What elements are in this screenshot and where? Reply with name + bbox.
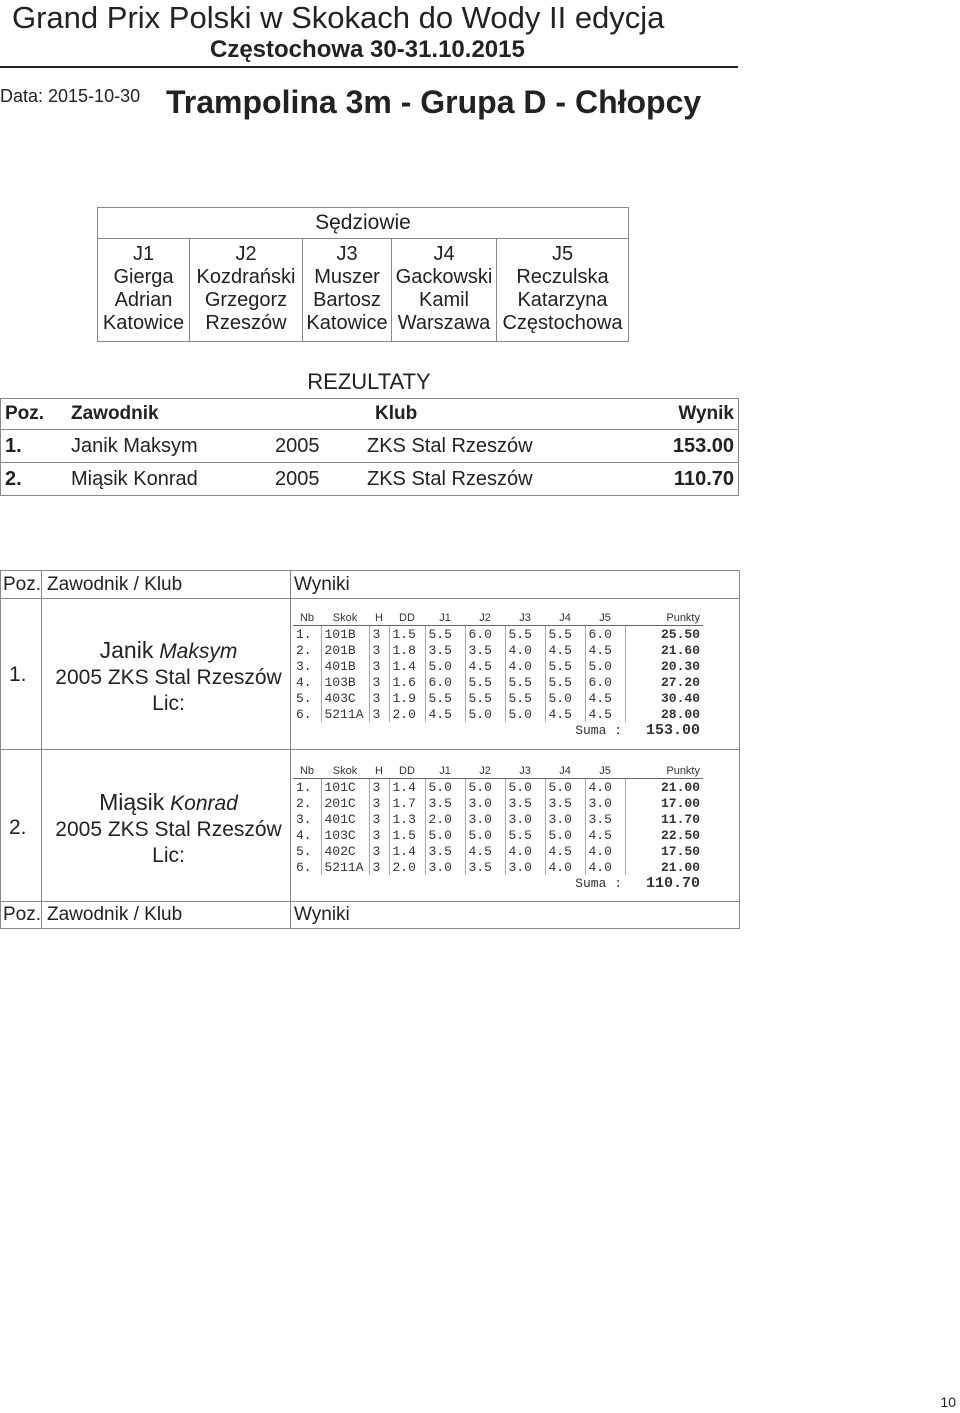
dive-cell: 5.0 (505, 706, 545, 722)
dive-cell: 5.5 (545, 626, 585, 643)
dive-points: 27.20 (625, 674, 703, 690)
dive-cell: 4. (296, 827, 312, 843)
dive-cell: 3 (369, 642, 389, 658)
result-score: 110.70 (622, 463, 739, 496)
athlete-year-club: 2005 ZKS Stal Rzeszów (55, 818, 282, 841)
sum-label: Suma : (575, 876, 622, 891)
dive-cell: 5.0 (545, 779, 585, 796)
result-year: 2005 (273, 430, 347, 463)
dive-cell: 1.3 (389, 811, 425, 827)
dive-row (293, 658, 703, 674)
judge-cell (392, 239, 497, 342)
detail-col-pos: Poz. (3, 574, 42, 595)
judge-name: Katarzyna (517, 289, 608, 311)
dives-header-cell: J2 (465, 763, 505, 779)
dive-cell: 4.5 (585, 706, 625, 722)
dive-cell: 3 (369, 779, 389, 796)
detail-panel (0, 570, 740, 929)
dive-cell: 403C (321, 690, 369, 706)
athlete-surname: Janik (99, 637, 154, 663)
judge-code: J4 (433, 243, 455, 265)
dive-points: 21.60 (625, 642, 703, 658)
dives-table (293, 763, 703, 892)
dive-cell: 3.5 (465, 859, 505, 875)
dive-cell: 6.0 (585, 626, 625, 643)
result-club: ZKS Stal Rzeszów (347, 463, 622, 496)
dive-cell: 2. (296, 795, 312, 811)
dives-header-cell: Nb (293, 610, 321, 626)
dives-header-cell: J3 (505, 763, 545, 779)
athlete-pos: 2. (9, 816, 27, 839)
dive-cell: 4.5 (545, 706, 585, 722)
sum-value: 110.70 (645, 875, 700, 892)
detail-footer-divider (1, 901, 739, 902)
judge-name: Grzegorz (204, 289, 288, 311)
dive-cell: 6.0 (425, 674, 465, 690)
col-year-empty (273, 399, 347, 430)
dive-cell: 401B (321, 658, 369, 674)
dive-points: 30.40 (625, 690, 703, 706)
dive-cell: 1.9 (389, 690, 425, 706)
dive-row (293, 690, 703, 706)
dive-cell: 1.4 (389, 658, 425, 674)
col-athlete: Zawodnik (69, 399, 273, 430)
dive-cell: 5.5 (465, 674, 505, 690)
judge-cell (190, 239, 303, 342)
dive-cell: 5.0 (545, 690, 585, 706)
dive-cell: 6.0 (585, 674, 625, 690)
table-row (1, 430, 739, 463)
dive-cell: 4.5 (585, 690, 625, 706)
dive-cell: 2. (296, 642, 312, 658)
dive-cell: 4.5 (545, 642, 585, 658)
judge-surname: Gierga (113, 266, 174, 288)
dive-cell: 3 (369, 674, 389, 690)
dive-cell: 1.6 (389, 674, 425, 690)
athlete-license: Lic: (152, 844, 185, 867)
dive-points: 17.50 (625, 843, 703, 859)
dive-cell: 3 (369, 706, 389, 722)
dive-cell: 5.5 (505, 827, 545, 843)
athlete-year-club: 2005 ZKS Stal Rzeszów (55, 666, 282, 689)
dive-cell: 4.5 (465, 658, 505, 674)
detail-footer-pos: Poz. (3, 904, 42, 925)
dive-cell: 5.5 (505, 690, 545, 706)
judge-city: Warszawa (397, 312, 491, 334)
dive-cell: 3.0 (465, 795, 505, 811)
athlete-license: Lic: (152, 692, 185, 715)
dive-points: 21.00 (625, 859, 703, 875)
dives-header-row (293, 763, 703, 779)
dive-row (293, 674, 703, 690)
dive-cell: 103B (321, 674, 369, 690)
dive-cell: 5211A (321, 706, 369, 722)
dive-row (293, 827, 703, 843)
dive-cell: 5.0 (465, 706, 505, 722)
dive-cell: 3.5 (425, 795, 465, 811)
dive-cell: 5.5 (465, 690, 505, 706)
dive-cell: 4.5 (585, 827, 625, 843)
dive-cell: 5.5 (425, 626, 465, 643)
dive-cell: 5211A (321, 859, 369, 875)
detail-col-results: Wyniki (294, 574, 350, 595)
dive-points: 11.70 (625, 811, 703, 827)
dives-header-cell: J4 (545, 610, 585, 626)
page-number: 10 (940, 1394, 956, 1410)
result-name: Miąsik Konrad (69, 463, 273, 496)
dive-cell: 3.0 (425, 859, 465, 875)
dive-cell: 3.5 (585, 811, 625, 827)
dive-cell: 2.0 (389, 706, 425, 722)
dive-cell: 1.4 (389, 843, 425, 859)
dive-cell: 3 (369, 795, 389, 811)
detail-footer-athlete: Zawodnik / Klub (47, 904, 183, 925)
dive-cell: 4.5 (465, 843, 505, 859)
sum-label: Suma : (575, 723, 622, 738)
dive-cell: 3.0 (465, 811, 505, 827)
result-club: ZKS Stal Rzeszów (347, 430, 622, 463)
judge-code: J1 (132, 243, 155, 265)
result-pos: 2. (1, 463, 70, 496)
dive-cell: 4.0 (505, 642, 545, 658)
judge-cell (303, 239, 392, 342)
dive-cell: 3 (369, 827, 389, 843)
judge-name: Adrian (114, 289, 173, 311)
dive-cell: 402C (321, 843, 369, 859)
dive-cell: 5.5 (545, 658, 585, 674)
dive-cell: 3.0 (585, 795, 625, 811)
dive-cell: 3 (369, 690, 389, 706)
result-year: 2005 (273, 463, 347, 496)
results-heading: REZULTATY (307, 369, 431, 394)
judge-code: J5 (551, 243, 574, 265)
col-pos: Poz. (1, 399, 70, 430)
dive-cell: 5.5 (545, 674, 585, 690)
dive-cell: 2.0 (389, 859, 425, 875)
dive-row (293, 843, 703, 859)
dive-cell: 1.5 (389, 827, 425, 843)
dive-row (293, 811, 703, 827)
sum-value: 153.00 (645, 722, 700, 739)
judge-surname: Muszer (314, 266, 380, 288)
dive-cell: 201C (321, 795, 369, 811)
dive-cell: 3. (296, 811, 312, 827)
dive-cell: 3 (369, 811, 389, 827)
event-title: Trampolina 3m - Grupa D - Chłopcy (166, 84, 702, 120)
dive-cell: 6. (296, 859, 312, 875)
judge-city: Katowice (102, 312, 185, 334)
judge-city: Rzeszów (205, 312, 287, 334)
dives-header-cell: J3 (505, 610, 545, 626)
judge-code: J2 (235, 243, 257, 265)
dive-cell: 101C (321, 779, 369, 796)
dive-cell: 3.5 (505, 795, 545, 811)
dive-points: 21.00 (625, 779, 703, 796)
dives-header-cell: J1 (425, 763, 465, 779)
detail-footer-results: Wyniki (294, 904, 350, 925)
dive-cell: 103C (321, 827, 369, 843)
location-dates: Częstochowa 30-31.10.2015 (210, 36, 525, 63)
dive-cell: 4.5 (425, 706, 465, 722)
dive-cell: 3 (369, 843, 389, 859)
dives-header-cell: J5 (585, 610, 625, 626)
dive-cell: 5.0 (425, 779, 465, 796)
results-header-row (1, 399, 739, 430)
dive-cell: 3.5 (425, 642, 465, 658)
dive-cell: 5.0 (425, 827, 465, 843)
dive-cell: 1.4 (389, 779, 425, 796)
dive-cell: 4.0 (505, 658, 545, 674)
dive-cell: 1.5 (389, 626, 425, 643)
result-pos: 1. (1, 430, 70, 463)
athlete-pos: 1. (9, 663, 27, 686)
dives-header-row (293, 610, 703, 626)
judge-code: J3 (336, 243, 358, 265)
dive-row (293, 706, 703, 722)
dive-cell: 4.0 (505, 843, 545, 859)
date-label: Data: 2015-10-30 (0, 86, 141, 106)
judge-cell (497, 239, 629, 342)
dive-cell: 5.5 (505, 626, 545, 643)
detail-header-divider (1, 598, 739, 599)
dive-points: 17.00 (625, 795, 703, 811)
dive-cell: 3. (296, 658, 312, 674)
dive-cell: 3 (369, 626, 389, 643)
dive-cell: 3.0 (505, 811, 545, 827)
dives-table (293, 610, 703, 739)
page-title: Grand Prix Polski w Skokach do Wody II edycja (12, 0, 665, 35)
dive-cell: 101B (321, 626, 369, 643)
dive-cell: 1.8 (389, 642, 425, 658)
result-name: Janik Maksym (69, 430, 273, 463)
dive-cell: 1. (296, 626, 312, 642)
athlete-info (46, 789, 291, 869)
dives-header-cell: DD (389, 763, 425, 779)
dive-cell: 4.0 (585, 779, 625, 796)
dive-cell: 3.0 (545, 811, 585, 827)
dives-header-cell: Skok (321, 610, 369, 626)
dive-row (293, 859, 703, 875)
dive-cell: 4.0 (585, 843, 625, 859)
dive-cell: 201B (321, 642, 369, 658)
dive-cell: 4.0 (585, 859, 625, 875)
athlete-divider (1, 749, 739, 750)
result-score: 153.00 (622, 430, 739, 463)
dives-header-cell: Punkty (625, 763, 703, 779)
dives-header-cell: J2 (465, 610, 505, 626)
sum-row (293, 875, 703, 892)
dives-header-cell: J5 (585, 763, 625, 779)
dive-cell: 5. (296, 843, 312, 859)
title-divider (0, 66, 738, 68)
judge-surname: Gackowski (395, 266, 493, 288)
dive-cell: 1.7 (389, 795, 425, 811)
dive-cell: 3.0 (505, 859, 545, 875)
dives-header-cell: H (369, 610, 389, 626)
dive-cell: 5.0 (465, 827, 505, 843)
dive-points: 28.00 (625, 706, 703, 722)
results-table (0, 398, 739, 496)
dive-points: 22.50 (625, 827, 703, 843)
dive-points: 25.50 (625, 626, 703, 643)
judge-name: Bartosz (313, 289, 381, 311)
dives-header-cell: Nb (293, 763, 321, 779)
dive-cell: 3.5 (465, 642, 505, 658)
dive-cell: 401C (321, 811, 369, 827)
col-club: Klub (347, 399, 622, 430)
dives-header-cell: J4 (545, 763, 585, 779)
athlete-surname: Miąsik (99, 789, 165, 815)
dive-cell: 3.5 (425, 843, 465, 859)
dive-row (293, 779, 703, 796)
judge-city: Katowice (306, 312, 388, 334)
detail-col-athlete: Zawodnik / Klub (47, 574, 183, 595)
dive-cell: 2.0 (425, 811, 465, 827)
dive-cell: 5.0 (545, 827, 585, 843)
col-score: Wynik (622, 399, 739, 430)
judges-table (97, 207, 629, 342)
dive-cell: 5.0 (465, 779, 505, 796)
dive-cell: 5.5 (425, 690, 465, 706)
dive-cell: 4.5 (545, 843, 585, 859)
dive-cell: 3.5 (545, 795, 585, 811)
dive-cell: 3 (369, 658, 389, 674)
dive-cell: 5. (296, 690, 312, 706)
dive-points: 20.30 (625, 658, 703, 674)
dive-row (293, 795, 703, 811)
dives-header-cell: DD (389, 610, 425, 626)
judge-cell (98, 239, 190, 342)
dives-header-cell: J1 (425, 610, 465, 626)
dive-cell: 5.5 (505, 674, 545, 690)
dive-cell: 5.0 (585, 658, 625, 674)
judges-heading: Sędziowie (98, 208, 629, 239)
judge-surname: Reczulska (516, 266, 609, 288)
dive-cell: 5.0 (425, 658, 465, 674)
dive-cell: 4.0 (545, 859, 585, 875)
dive-cell: 3 (369, 859, 389, 875)
judge-surname: Kozdrański (196, 266, 296, 288)
dive-cell: 1. (296, 779, 312, 795)
table-row (1, 463, 739, 496)
dives-header-cell: H (369, 763, 389, 779)
dive-row (293, 626, 703, 643)
athlete-info (46, 637, 291, 717)
dives-header-cell: Punkty (625, 610, 703, 626)
dive-row (293, 642, 703, 658)
dives-header-cell: Skok (321, 763, 369, 779)
dive-cell: 5.0 (505, 779, 545, 796)
judge-city: Częstochowa (502, 312, 623, 334)
athlete-given-name: Konrad (170, 792, 238, 815)
athlete-given-name: Maksym (159, 640, 238, 663)
dive-cell: 4.5 (585, 642, 625, 658)
sum-row (293, 722, 703, 739)
dive-cell: 6.0 (465, 626, 505, 643)
dive-cell: 4. (296, 674, 312, 690)
dive-cell: 6. (296, 706, 312, 722)
judge-name: Kamil (418, 289, 469, 311)
